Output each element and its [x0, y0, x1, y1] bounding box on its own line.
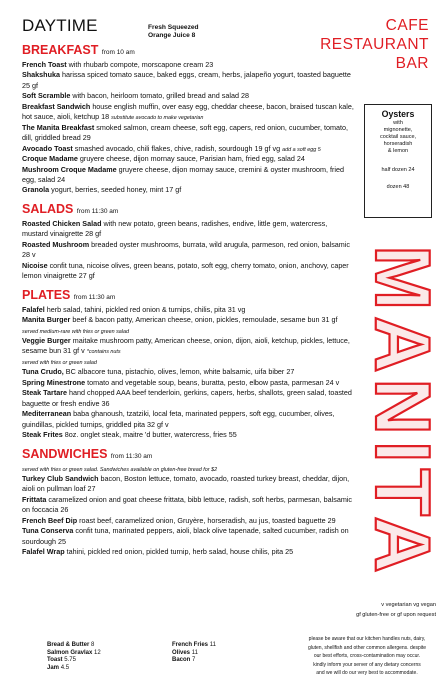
item-name: Roasted Chicken Salad — [22, 218, 102, 228]
section-title — [22, 447, 354, 464]
legend-line: gf gluten-free or gf upon request — [356, 612, 436, 618]
item-name: Steak Frites — [22, 430, 63, 440]
menu-item — [22, 102, 354, 123]
oysters-price: half dozen 24 — [381, 167, 415, 173]
item-description: tomato and vegetable soup, beans, buratta, pesto, elbow pasta, parmesan 24 v — [87, 377, 340, 387]
oj-line: Orange Juice 8 — [148, 32, 196, 39]
item-description: with bacon, heirloom tomato, grilled bread and salad 28 — [72, 91, 249, 101]
item-description: gruyere cheese, dijon mornay sauce, cremini & oyster mushroom, fried egg, salad 24 — [22, 164, 344, 184]
menu-item — [22, 305, 354, 315]
item-name: Avocado Toast — [22, 143, 73, 153]
item-description: smoked salmon, cream cheese, soft egg, capers, red onion, cucumber, tomato, dill, griddled bread 29 — [22, 122, 348, 143]
menu-item — [22, 378, 354, 388]
item-description: yogurt, berries, seeded honey, mint 17 gf — [51, 185, 182, 195]
item-name: Veggie Burger — [22, 335, 71, 345]
item-note: substitute avocado to make vegetarian — [111, 115, 204, 122]
legend-line: v vegetarian vg vegan — [381, 602, 436, 608]
item-description: harissa spiced tomato sauce, baked eggs, cream, herbs, jalapeño yogurt, toasted baguette 25 gf — [22, 70, 351, 90]
item-description: baba ghanoush, tzatziki, local feta, marinated peppers, soft egg, cucumber, olives, guindillas, pickled turnips, griddled pita 32 gf v — [22, 409, 335, 429]
sides-column-2 — [172, 642, 216, 665]
item-description: beef & bacon patty, American cheese, onion, pickles, remoulade, sesame bun 31 gf — [72, 315, 338, 325]
item-description: with new potato, green beans, radishes, endive, little gem, watercress, mustard vinaigrette 28 gf — [22, 218, 328, 239]
side-price: 5.75 — [64, 657, 76, 664]
side-item — [172, 657, 216, 665]
side-item — [47, 650, 101, 658]
menu-item — [22, 336, 354, 357]
menu-item — [22, 547, 354, 557]
menu-item — [22, 430, 354, 440]
item-name: Tuna Conserva — [22, 526, 74, 536]
item-description: BC albacore tuna, pistachio, olives, lemon, white balsamic, uifa biber 27 — [65, 367, 295, 377]
item-name: Falafel — [22, 304, 45, 314]
section-name: BREAKFAST — [22, 43, 99, 57]
side-item — [172, 642, 216, 650]
allergy-line: gluten, shellfish and other common allergens. despite — [307, 644, 427, 651]
item-description: confit tuna, nicoise olives, green beans, potato, soft egg, cherry tomato, onion, anchovy, caper lemon vinaigrette 27 gf — [22, 260, 349, 281]
allergy-line: and we will do our very best to accommodate. — [316, 670, 418, 676]
side-name: French Fries — [172, 642, 209, 648]
daytime-heading: DAYTIME — [22, 16, 98, 35]
item-note: *contains nuts — [86, 349, 121, 356]
item-name: French Beef Dip — [22, 515, 78, 525]
menu-body — [22, 40, 354, 561]
menu-item — [22, 154, 354, 164]
item-description: herb salad, tahini, pickled red onion & turnips, chilis, pita 31 vg — [46, 304, 246, 314]
item-description: hand chopped AAA beef tenderloin, gerkins, capers, herbs, shallots, green salad, toasted baguette or fresh endive 36 — [22, 388, 352, 408]
section-name: SANDWICHES — [22, 446, 108, 461]
item-name: Tuna Crudo, — [22, 367, 64, 377]
item-description: maitake mushroom patty, American cheese, onion, dijon, aioli, ketchup, pickles, lettuce, sesame bun 31 gf v — [22, 335, 350, 356]
side-price: 11 — [191, 649, 198, 656]
section-gap — [22, 558, 354, 561]
item-description: with rhubarb compote, morscapone cream 23 — [68, 60, 214, 69]
menu-item — [22, 60, 354, 70]
item-name: Roasted Mushroom — [22, 239, 90, 249]
menu-item — [22, 261, 354, 282]
item-description: smashed avocado, chili flakes, chive, radish, sourdough 19 gf vg — [74, 143, 281, 153]
item-name: Soft Scramble — [22, 91, 71, 101]
allergy-line: kindly inform your server of any dietary concerns — [313, 661, 421, 668]
menu-item — [22, 144, 354, 154]
item-description: gruyere cheese, dijon mornay sauce, Parisian ham, fried egg, salad 24 — [79, 154, 305, 164]
section-title — [22, 288, 354, 305]
side-name: Jam — [47, 664, 60, 671]
diet-legend — [356, 600, 436, 620]
manita-logo-text: MANITA — [359, 245, 447, 579]
item-note: served with fries or green salad. Sandwiches available on gluten-free bread for $2 — [22, 466, 218, 473]
section-hours: from 10 am — [101, 49, 135, 56]
item-description: 8oz. onglet steak, maitre 'd butter, watercress, fries 55 — [64, 430, 237, 440]
item-name: Frittata — [22, 494, 47, 504]
side-item — [47, 657, 101, 665]
item-name: Spring Minestrone — [22, 377, 86, 387]
oysters-line: cocktail sauce, — [379, 134, 417, 140]
side-price: 4.5 — [60, 664, 70, 671]
menu-item — [22, 240, 354, 261]
side-price: 7 — [192, 657, 196, 664]
item-name: Breakfast Sandwich — [22, 101, 91, 111]
menu-item — [22, 526, 354, 547]
oysters-line: mignonette, — [383, 127, 413, 133]
cafe-line: RESTAURANT — [320, 36, 429, 53]
section-hours: from 11:30 am — [73, 293, 116, 301]
section-gap — [22, 441, 354, 444]
section-hours: from 11:30 am — [110, 452, 153, 460]
item-name: Granola — [22, 185, 50, 195]
side-price: 12 — [94, 649, 101, 656]
oysters-box — [364, 104, 432, 218]
item-description: tahini, pickled red onion, pickled turnip, herb salad, house chilis, pita 25 — [66, 547, 294, 557]
section-name: SALADS — [22, 201, 74, 216]
oysters-line: horseradish — [383, 141, 413, 147]
oysters-price: dozen 48 — [386, 184, 410, 190]
orange-juice-note — [148, 24, 199, 40]
item-name: The Manita Breakfast — [22, 122, 95, 132]
item-name: French Toast — [22, 60, 67, 69]
item-note: served with fries or green salad — [22, 359, 97, 366]
menu-item — [22, 409, 354, 430]
item-description: bacon, Boston lettuce, tomato, avocado, roasted turkey breast, cheddar, dijon, aioli on pullman loaf 27 — [22, 473, 350, 494]
side-name: Toast — [47, 657, 63, 664]
item-name: Mediterranean — [22, 409, 72, 419]
menu-item — [22, 516, 354, 526]
side-name: Olives — [172, 649, 191, 656]
item-name: Mushroom Croque Madame — [22, 164, 117, 174]
oj-line: Fresh Squeezed — [148, 24, 199, 31]
oysters-line: & lemon — [387, 148, 409, 154]
menu-item — [22, 70, 354, 91]
section-title — [22, 43, 354, 60]
item-name: Falafel Wrap — [22, 547, 65, 557]
item-name: Croque Madame — [22, 154, 78, 164]
allergy-line: our best efforts, cross-contamination may occur. — [313, 653, 421, 659]
section-name: PLATES — [22, 287, 71, 302]
side-item — [47, 642, 101, 650]
allergy-line: please be aware that our kitchen handles nuts, dairy, — [308, 636, 426, 642]
menu-item — [22, 185, 354, 195]
menu-item — [22, 464, 354, 474]
item-note: served medium-rare with fries or green salad — [22, 328, 129, 335]
side-item — [172, 650, 216, 658]
menu-item — [22, 474, 354, 495]
menu-item — [22, 495, 354, 516]
cafe-line: CAFE — [385, 17, 429, 34]
menu-item — [22, 315, 354, 336]
menu-item — [22, 91, 354, 101]
menu-item — [22, 165, 354, 186]
item-name: Nicoise — [22, 260, 48, 270]
side-item — [47, 665, 101, 673]
item-description: breaded oyster mushrooms, burrata, wild arugula, parmeson, red onion, balsamic 28 v — [22, 239, 350, 260]
item-name: Shakshuka — [22, 70, 60, 80]
menu-item — [22, 123, 354, 144]
allergy-notice — [292, 635, 442, 678]
item-name: Manita Burger — [22, 315, 71, 325]
menu-item — [22, 367, 354, 377]
item-description: caramelized onion and goat cheese frittata, bibb lettuce, radish, soft herbs, parmesan, balsamic on foccacia 26 — [22, 494, 353, 515]
section-title — [22, 202, 354, 219]
item-note: add a soft egg 5 — [282, 146, 321, 153]
manita-vertical-logo — [359, 228, 447, 596]
section-gap — [22, 196, 354, 199]
oysters-line: with — [393, 120, 403, 126]
side-name: Salmon Gravlax — [47, 649, 93, 656]
item-description: roast beef, caramelized onion, Gruyère, horseradish, au jus, toasted baguette 29 — [79, 515, 336, 525]
menu-item — [22, 219, 354, 240]
section-hours: from 11:30 am — [76, 207, 119, 215]
cafe-line: BAR — [395, 55, 429, 72]
item-name: Turkey Club Sandwich — [22, 473, 99, 483]
item-name: Steak Tartare — [22, 388, 68, 398]
menu-item — [22, 357, 354, 367]
side-price: 8 — [91, 642, 95, 648]
sides-column-1 — [47, 642, 101, 672]
item-description: confit tuna, marinated peppers, aioli, black olive tapenade, salted cucumber, radish on sourdough 25 — [22, 526, 349, 546]
oysters-title: Oysters — [381, 109, 415, 119]
side-name: Bread & Butter — [47, 642, 90, 648]
side-price: 11 — [209, 642, 216, 648]
side-name: Bacon — [172, 657, 191, 664]
item-description: house english muffin, over easy egg, cheddar cheese, bacon, braised tuscan kale, hot sauce, aioli, ketchup 18 — [22, 101, 354, 122]
section-gap — [22, 282, 354, 285]
menu-item — [22, 388, 354, 409]
